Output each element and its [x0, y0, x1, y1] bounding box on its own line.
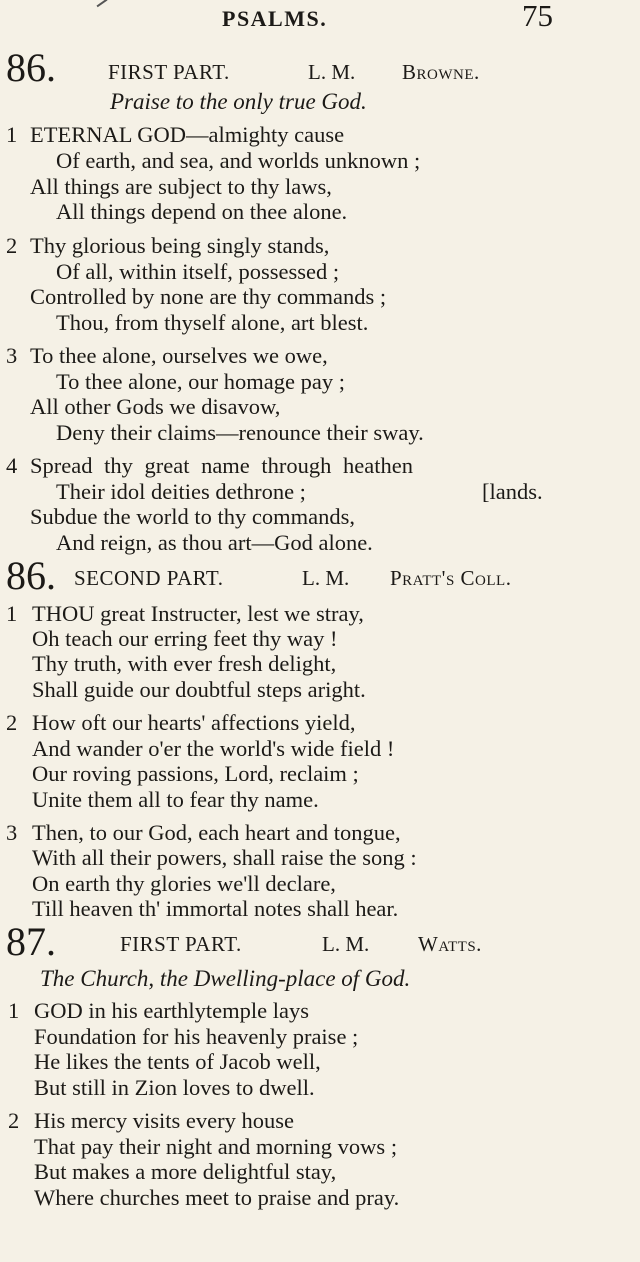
verse-line: Foundation for his heavenly praise ; — [34, 1024, 359, 1049]
psalm-heading — [0, 45, 640, 90]
verse-line: Then, to our God, each heart and tongue, — [32, 820, 401, 845]
verse-line: Spread thy great name through heathen — [30, 453, 414, 478]
psalm-author: Pratt's Coll. — [390, 566, 512, 590]
verse-line: Deny their claims—renounce their sway. — [56, 420, 424, 445]
verse-line: How oft our hearts' affections yield, — [32, 710, 356, 735]
psalm-heading — [0, 553, 640, 598]
verse-line: On earth thy glories we'll declare, — [32, 871, 336, 896]
verse-line: That pay their night and morning vows ; — [34, 1134, 398, 1159]
verse-line: And reign, as thou art—God alone. — [56, 530, 373, 555]
psalm-subtitle: The Church, the Dwelling-place of God. — [40, 966, 411, 991]
verse-line: Their idol deities dethrone ; — [56, 479, 306, 504]
psalm-part: FIRST PART. — [108, 60, 230, 84]
verse-line: Shall guide our doubtful steps aright. — [32, 677, 366, 702]
verse-line: Thy glorious being singly stands, — [30, 233, 330, 258]
psalm-meter: L. M. — [322, 932, 370, 956]
psalm-number: 86. — [6, 45, 56, 90]
verse-number: 2 — [6, 710, 18, 735]
verse-line: His mercy visits every house — [34, 1108, 294, 1133]
verse-line: Thy truth, with ever fresh delight, — [32, 651, 337, 676]
psalm-part: SECOND PART. — [74, 566, 224, 590]
psalm-author: Browne. — [402, 60, 480, 84]
verse-line: Till heaven th' immortal notes shall hear. — [32, 896, 399, 921]
verse-number: 2 — [8, 1108, 20, 1133]
psalm-subtitle: Praise to the only true God. — [110, 89, 367, 114]
verse-number: 3 — [6, 343, 18, 368]
verse-number: 3 — [6, 820, 18, 845]
verse-line: To thee alone, our homage pay ; — [56, 369, 345, 394]
verse-line: Where churches meet to praise and pray. — [34, 1185, 400, 1210]
psalm-number: 87. — [6, 919, 56, 964]
verse-line: All things are subject to thy laws, — [30, 174, 332, 199]
psalm-number: 86. — [6, 553, 56, 598]
verse-line: Our roving passions, Lord, reclaim ; — [32, 761, 359, 786]
verse-line: All other Gods we disavow, — [30, 394, 281, 419]
verse-number: 1 — [6, 601, 18, 626]
verse-line: Of all, within itself, possessed ; — [56, 259, 340, 284]
verse-number: 4 — [6, 453, 18, 478]
psalm-meter: L. M. — [302, 566, 350, 590]
page-number: 75 — [522, 0, 553, 33]
verse-line: All things depend on thee alone. — [56, 199, 348, 224]
verse-line: Subdue the world to thy commands, — [30, 504, 355, 529]
verse-line: Unite them all to fear thy name. — [32, 787, 319, 812]
psalm-meter: L. M. — [308, 60, 356, 84]
psalm-heading — [0, 919, 640, 964]
verse-line: Thou, from thyself alone, art blest. — [56, 310, 369, 335]
running-title: PSALMS. — [222, 6, 328, 31]
turnover-word: [lands. — [482, 479, 543, 504]
verse-number: 2 — [6, 233, 18, 258]
verse-line: And wander o'er the world's wide field ! — [32, 736, 395, 761]
verse-line: But still in Zion loves to dwell. — [34, 1075, 315, 1100]
verse-line: But makes a more delightful stay, — [34, 1159, 337, 1184]
verse-number: 1 — [8, 998, 20, 1023]
verse-line: THOU great Instructer, lest we stray, — [32, 601, 364, 626]
verse-number: 1 — [6, 122, 18, 147]
verse-line: Controlled by none are thy commands ; — [30, 284, 387, 309]
verse-line: He likes the tents of Jacob well, — [34, 1049, 321, 1074]
verse-line: Oh teach our erring feet thy way ! — [32, 626, 338, 651]
running-head — [0, 0, 640, 40]
verse-line: To thee alone, ourselves we owe, — [30, 343, 328, 368]
psalm-author: Watts. — [418, 932, 482, 956]
psalm-part: FIRST PART. — [120, 932, 242, 956]
verse-line: GOD in his earthlytemple lays — [34, 998, 309, 1023]
ink-mark — [97, 0, 108, 7]
verse-line: Of earth, and sea, and worlds unknown ; — [56, 148, 421, 173]
verse-line: ETERNAL GOD—almighty cause — [30, 122, 345, 147]
verse-line: With all their powers, shall raise the song : — [32, 845, 417, 870]
